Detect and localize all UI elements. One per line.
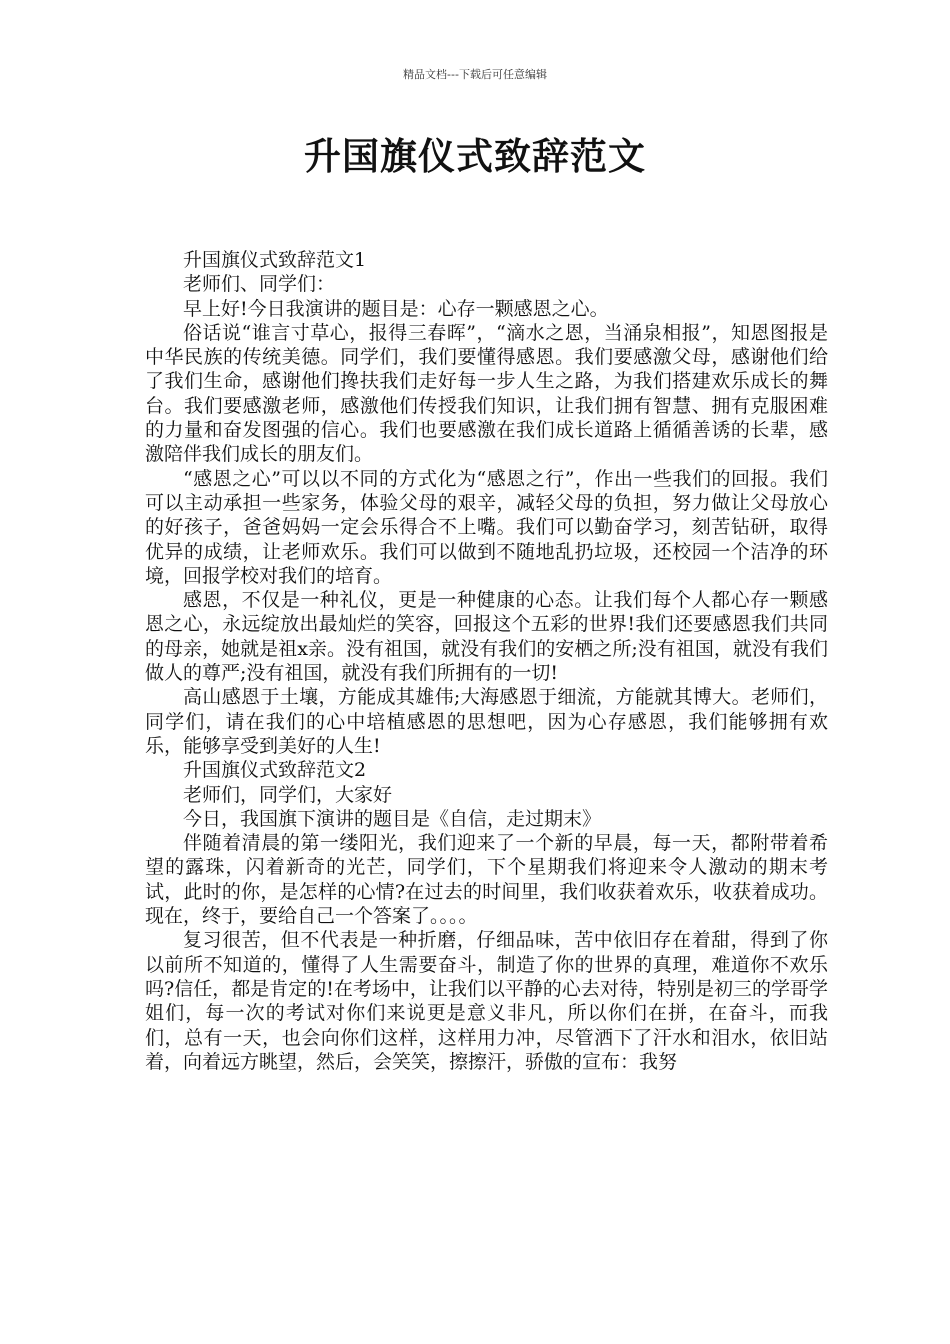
salutation-2: 老师们，同学们，大家好 [183, 783, 393, 806]
paragraph: 复习很苦，但不代表是一种折磨，仔细品味，苦中依旧存在着甜，得到了你以前所不知道的，懂得了人生需要奋斗，制造了你的世界的真理，难道你不欢乐吗?信任，都是肯定的!在考场中，让我们以平静的心去对待，特别是初三的学哥学姐们，每一次的考试对你们来说更是意义非凡，所以你们在拼，在奋斗，而我们，总有一天，也会向你们这样，这样用力冲，尽管洒下了汗水和泪水，依旧站着，向着远方眺望，然后，会笑笑，擦擦汗，骄傲的宣布：我努 [145, 929, 828, 1073]
paragraph: 伴随着清晨的第一缕阳光，我们迎来了一个新的早晨，每一天，都附带着希望的露珠，闪着新奇的光芒，同学们，下个星期我们将迎来令人激动的期末考试，此时的你，是怎样的心情?在过去的时间里，我们收获着欢乐，收获着成功。现在，终于，要给自己一个答案了。。。。 [145, 832, 828, 928]
salutation-1: 老师们、同学们： [183, 273, 336, 296]
paragraph: 今日，我国旗下演讲的题目是《自信，走过期末》 [183, 807, 602, 830]
section-heading-2: 升国旗仪式致辞范文2 [183, 759, 367, 782]
paragraph: 感恩，不仅是一种礼仪，更是一种健康的心态。让我们每个人都心存一颗感恩之心，永远绽放出最灿烂的笑容，回报这个五彩的世界!我们还要感恩我们共同的母亲，她就是祖x亲。没有祖国，就没有我们的安栖之所;没有祖国，就没有我们做人的尊严;没有祖国，就没有我们所拥有的一切! [145, 589, 828, 685]
document-title: 升国旗仪式致辞范文 [304, 135, 646, 178]
paragraph: 早上好!今日我演讲的题目是：心存一颗感恩之心。 [183, 297, 609, 320]
paragraph: “感恩之心”可以以不同的方式化为“感恩之行”，作出一些我们的回报。我们可以主动承担一些家务，体验父母的艰辛，减轻父母的负担，努力做让父母放心的好孩子，爸爸妈妈一定会乐得合不上嘴。我们可以勤奋学习，刻苦钻研，取得优异的成绩，让老师欢乐。我们可以做到不随地乱扔垃圾，还校园一个洁净的环境，回报学校对我们的培育。 [145, 467, 828, 587]
section-heading-1: 升国旗仪式致辞范文1 [183, 249, 367, 271]
paragraph: 高山感恩于土壤，方能成其雄伟;大海感恩于细流，方能就其博大。老师们，同学们，请在我们的心中培植感恩的思想吧，因为心存感恩，我们能够拥有欢乐，能够享受到美好的人生! [145, 686, 828, 757]
paragraph: 俗话说“谁言寸草心，报得三春晖”，“滴水之恩，当涌泉相报”，知恩图报是中华民族的传统美德。同学们，我们要懂得感恩。我们要感激父母，感谢他们给了我们生命，感谢他们搀扶我们走好每一步人生之路，为我们搭建欢乐成长的舞台。我们要感激老师，感激他们传授我们知识，让我们拥有智慧、拥有克服困难的力量和奋发图强的信心。我们也要感激在我们成长道路上循循善诱的长辈，感激陪伴我们成长的朋友们。 [145, 321, 828, 466]
header-note: 精品文档---下载后可任意编辑 [403, 68, 547, 81]
document-body [145, 248, 828, 1074]
